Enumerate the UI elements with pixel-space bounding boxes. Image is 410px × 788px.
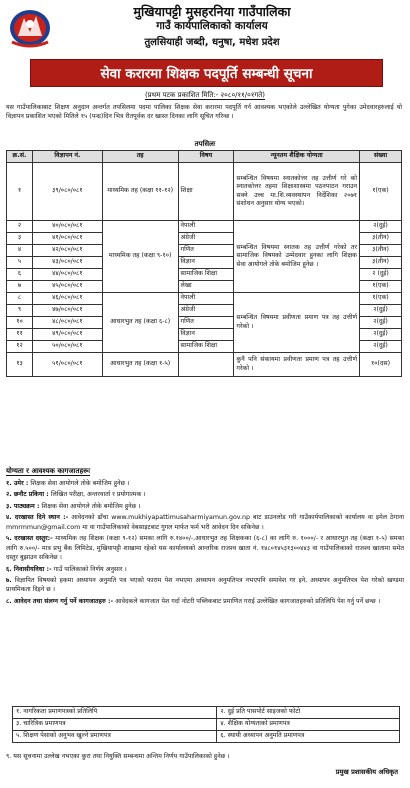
table-row [13,719,400,731]
count-cell: २(दुई) [360,317,402,329]
col-header-sn: क्र.सं. [7,151,33,163]
item-label: ५. दरखास्त दस्तुर:- [6,535,53,543]
ad-no-cell: ४३/०८०/०८१ [32,257,102,269]
final-note: ९. यस सूचनामा उल्लेख नभएका कुरा तथा नियुक्ति सम्बन्धमा अन्तिम निर्णय गाउँपालिकाको हुनेछ । [6,753,230,760]
table-row [7,221,402,233]
sn-cell: ११ [7,329,33,341]
sn-cell: २ [7,221,33,233]
qualification-cell: सम्बन्धित विषयमा प्रवीणता प्रमाण पत्र तह उत्तीर्ण गरेको । [234,293,360,353]
document-cell: ६. स्थायी अध्यापन अनुमति प्रमाणपत्र [217,731,400,743]
subject-cell: विज्ञान [178,329,234,341]
notice-title-banner: सेवा करारमा शिक्षक पदपूर्ति सम्बन्धी सूचना [30,59,383,87]
subject-cell: गणित [178,317,234,329]
ad-no-cell: ३९/०८०/०८१ [32,163,102,221]
sn-cell: ९ [7,305,33,317]
count-cell: २(दुई) [360,329,402,341]
table-header-row [7,151,402,163]
item-label: ३. पाठ्यक्रम : [6,502,40,510]
details-heading: तपसिलः [194,140,216,148]
subject-cell: अंग्रेजी [178,233,234,245]
sn-cell: ७ [7,281,33,293]
list-item [6,479,404,488]
count-cell: १०(दस) [360,353,402,377]
ad-no-cell: ४५/०८०/०८१ [32,281,102,293]
item-text: लिखित परीक्षा, अन्तरवार्ता र प्रयोगात्मक । [50,491,146,499]
list-item [6,513,404,532]
table-row [7,353,402,377]
item-label: ४. दरखास्त दिने स्थान :- [6,514,69,522]
sn-cell: १२ [7,341,33,353]
list-item [6,534,404,562]
ad-no-cell: ५१/०८०/०८१ [32,353,102,377]
sn-cell: ८ [7,293,33,305]
sn-cell: ५ [7,257,33,269]
table-row [7,293,402,305]
sn-cell: ४ [7,245,33,257]
ad-no-cell: ४८/०८०/०८१ [32,317,102,329]
subject-cell: नेपाली [178,221,234,233]
item-label: १. उमेर : [6,480,29,487]
item-label: ७. [6,576,12,584]
ad-no-cell: ४९/०८०/०८१ [32,329,102,341]
table-row [13,731,400,743]
subject-cell: गणित [178,245,234,257]
count-cell: ३(तीन) [360,257,402,269]
list-item [6,565,404,574]
subject-cell: सामाजिक शिक्षा [178,269,234,281]
level-cell: आधारभुत तह (कक्षा ६-८) [102,293,178,353]
count-cell: १(एक) [360,293,402,305]
subject-cell: लेखा [178,281,234,293]
col-header-subject: विषय [178,151,234,163]
signature-title: प्रमुख प्रशासकीय अधिकृत [335,768,398,776]
count-cell: ३(तीन) [360,233,402,245]
col-header-level: तह [102,151,178,163]
office-name: गाउँ कार्यपालिकाको कार्यालय [156,20,268,32]
item-text: गाउँ पालिकाको निर्णय अनुसार । [53,565,127,573]
item-label: ८. आवेदन तथा संलग्न गर्नु पर्ने कागजातहरु :- [6,597,114,605]
government-emblem-icon [6,6,54,48]
sn-cell: ३ [7,233,33,245]
list-item [6,576,404,595]
count-cell: २(दुई) [360,341,402,353]
level-cell: माध्यमिक तह (कक्षा ११-१२) [102,163,178,221]
ad-no-cell: ४२/०८०/०८१ [32,245,102,257]
subject-cell: अंग्रेजी [178,305,234,317]
intro-paragraph: यस गाउँपालिकाबाट शिक्षण अनुदान अन्तर्गत तपसिलमा पदमा पालिका शिक्षक सेवा करारमा पदपूर्ति गर्न आवश्यक भएकोले उल्लेखित योग्यता पुगेका उमेदवारहरुलाई यो विज्ञापन प्रकाशित भएको मितिले १५ (पन्ध्र)दिन भित्र रीतपूर्वक दर खास्त दिनका लागि सूचित गरिन्छ । [6,104,402,121]
ad-no-cell: ४७/०८०/०८१ [32,305,102,317]
ad-no-cell: ४०/०८०/०८१ [32,221,102,233]
count-cell: २(दुई) [360,221,402,233]
count-cell: १(एक) [360,281,402,293]
count-cell: १(एक) [360,163,402,221]
ad-no-cell: ४१/०८०/०८१ [32,233,102,245]
item-text: विज्ञापित विषयको हकमा अध्यापन अनुमति पत्र भएको फाराम पेश नभएमा अध्यापन अनुमतिपत्र नभएपनि समावेश गर इने, अध्यापन अनुमतिपत्र पेश गरेको खण्डमा प्राथमिकता दिइने छ । [6,576,404,594]
document-cell: ४. शैक्षिक योग्यताको प्रमाणपत्र [217,719,400,731]
document-cell: २. दुई प्रति पासपोर्ट साइजको फोटो [217,707,400,719]
list-item [6,490,404,499]
header [0,0,410,60]
table-row [13,707,400,719]
item-text: आवेदनको ढाँचा www.mukhiyapattimusaharmiyamun.gov.np बाट डाउनलोड गरी गाउँकार्यपालिकाको कार्यालय वा इमेल ठेगाना mmrmmun@gmail.com मा वा गाउँपालिकाको वेबसाइटबाट गुगल मार्फत फर्म भरी आवेदन दिन सकिनेछ । [6,514,404,531]
subject-cell: सामाजिक शिक्षा [178,341,234,353]
ad-no-cell: ४४/०८०/०८१ [32,269,102,281]
vacancy-table [6,150,402,377]
item-label: २. छनौट प्रकिया : [6,491,49,499]
documents-table [12,706,400,743]
sn-cell: १० [7,317,33,329]
ad-no-cell: ४६/०८०/०८१ [32,293,102,305]
level-cell: आधारभुत तह (कक्षा १-५) [102,353,178,377]
item-text: आवेदकले कागजात पेश गर्दा नोटरी पब्लिकबाट प्रमाणित गराई उल्लेखित कागजातहरुको प्रतिलिपि पेश गर्नु पर्ने छन्छ । [115,597,381,605]
list-item [6,597,404,606]
office-address: तुलसियाही जब्दी, धनुषा, मधेश प्रदेश [144,37,280,48]
subject-cell: नेपाली [178,293,234,305]
qualification-cell: सम्बन्धित विषयमा स्नातकोत्तर तह उत्तीर्ण गरे को स्नातकोत्तर तहमा शिक्षाशास्त्रमा पठनपाठन गराउन सक्ने उच्च मा.शि.व्यवस्थापन निर्देशिका २०७१ संशोधन अनुसार योग्य भएको। [234,163,360,221]
level-cell: माध्यमिक तह (कक्षा ९-१०) [102,221,178,293]
item-text: शिक्षक सेवा आयोगले तोके बमोजिम हुनेछ । [41,502,141,510]
item-text: माध्यमिक तह शिक्षक (कक्षा ९-१२) समका लागि रु.१४००/-,आधारभुत तह शिक्षकका (६-८) का लागि रु. १०००/- र आधारभुत तह (कक्षा १-५) समका लागि रु.५००/- मात्र प्रभु बैंक लिमिटेड, मुखियापट्टी शाखामा रहेको यस कार्यालयको आन्तरिक राजश्व खाता नं. १४८०१४५३१३००४४३ वा गाउँपालिकाको राजश्व खातामा समेत दस्तुर बुझाउन सकिनेछ । [6,535,404,562]
count-cell: २(दुई) [360,305,402,317]
sn-cell: १ [7,163,33,221]
col-header-qualification: न्यूनतम शैक्षिक योग्यता [234,151,360,163]
document-cell: १. नागरिकता प्रमाणपत्रको प्रतिलिपि [13,707,217,719]
col-header-count: संख्या [360,151,402,163]
item-text: शिक्षक सेवा आयोगले तोके बमोजिम हुनेछ । [30,480,130,487]
col-header-ad-no: विज्ञापन नं. [32,151,102,163]
subject-cell: शिक्षा [178,163,234,221]
count-cell: ३(तीन) [360,245,402,257]
publication-date: (प्रथम पटक प्रकाशित मिति:- २०८०/११/०१गते) [144,91,266,99]
requirements-list [6,479,404,608]
qualification-cell: सम्बन्धित विषयमा स्नातक तह उत्तीर्ण गरेको तर सामाजिक विषयको उम्मेदवार हुनका लागि शिक्षक सेवा आयोगले तोके बमोजिम हुनेछ । [234,221,360,293]
document-cell: ३. चारित्रिक प्रमाणपत्र [13,719,217,731]
subject-cell: विज्ञान [178,257,234,269]
ad-no-cell: ५०/०८०/०८१ [32,341,102,353]
item-label: ६. निवासीयविधा :- [6,565,52,573]
count-cell: २ (दुई) [360,269,402,281]
list-item [6,502,404,511]
document-cell: ५. शिक्षण पेसाको अनुभव खुल्ने प्रमाणपत्र [13,731,217,743]
municipality-name: मुखियापट्टी मुसहरनिया गाउँपालिका [133,4,291,19]
sn-cell: ६ [7,269,33,281]
subject-cell [178,353,234,377]
section-title: योग्यता र आवश्यक कागजातहरूः [6,467,91,475]
table-row [7,163,402,221]
qualification-cell: कुनै पनि संकायमा प्रवीणता प्रमाण पत्र तह उत्तीर्ण गरेको । [234,353,360,377]
sn-cell: १३ [7,353,33,377]
